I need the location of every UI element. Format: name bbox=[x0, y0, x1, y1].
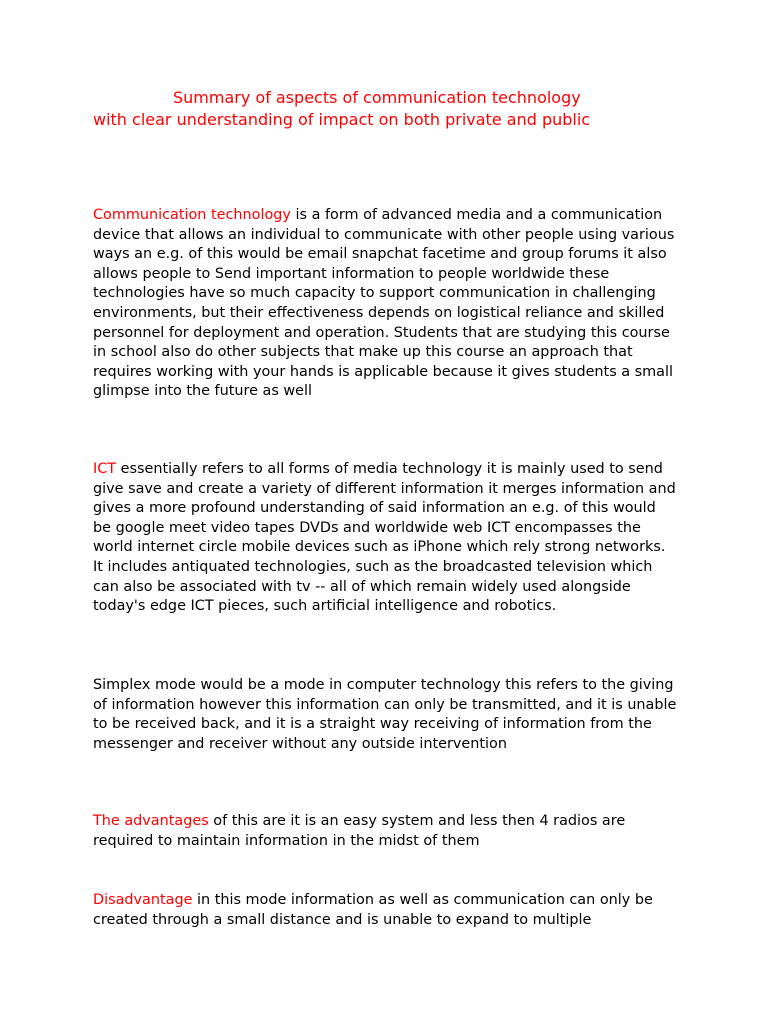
title-line-2: with clear understanding of impact on both private and public bbox=[93, 110, 591, 129]
highlighted-term: The advantages bbox=[93, 813, 209, 829]
paragraph-text: essentially refers to all forms of media technology it is mainly used to send give save and create a variety of different information it merges information and gives a more profound understanding of said information an e.g. of this would be google meet video tapes DVDs and worldwide web ICT encompasses the world internet circle mobile devices such as iPhone which rely strong networks. It includes antiquated technologies, such as the broadcasted television which can also be associated with tv -- all of which remain widely used alongside today's edge ICT pieces, such artificial intelligence and robotics. bbox=[93, 461, 676, 615]
paragraph-simplex-mode bbox=[93, 676, 677, 754]
highlighted-term: ICT bbox=[93, 461, 117, 477]
paragraph-communication-technology bbox=[93, 206, 677, 402]
paragraph-advantages bbox=[93, 812, 677, 851]
paragraph-disadvantage bbox=[93, 891, 677, 930]
title-line-1: Summary of aspects of communication technology bbox=[173, 88, 581, 107]
paragraph-text: of this are it is an easy system and less then 4 radios are required to maintain information in the midst of them bbox=[93, 813, 626, 849]
document-title bbox=[93, 87, 693, 131]
paragraph-ict bbox=[93, 460, 677, 617]
paragraph-text: Simplex mode would be a mode in computer technology this refers to the giving of information however this information can only be transmitted, and it is unable to be received back, and it is a straight way receiving of information from the messenger and receiver without any outside intervention bbox=[93, 677, 677, 752]
paragraph-text: is a form of advanced media and a communication device that allows an individual to communicate with other people using various ways an e.g. of this would be email snapchat facetime and group forums it also allows people to Send important information to people worldwide these technologies have so much capacity to support communication in challenging environments, but their effectiveness depends on logistical reliance and skilled personnel for deployment and operation. Students that are studying this course in school also do other subjects that make up this course an approach that requires working with your hands is applicable because it gives students a small glimpse into the future as well bbox=[93, 207, 675, 400]
highlighted-term: Disadvantage bbox=[93, 892, 193, 908]
highlighted-term: Communication technology bbox=[93, 207, 291, 223]
paragraph-text: in this mode information as well as communication can only be created through a small distance and is unable to expand to multiple bbox=[93, 892, 653, 928]
